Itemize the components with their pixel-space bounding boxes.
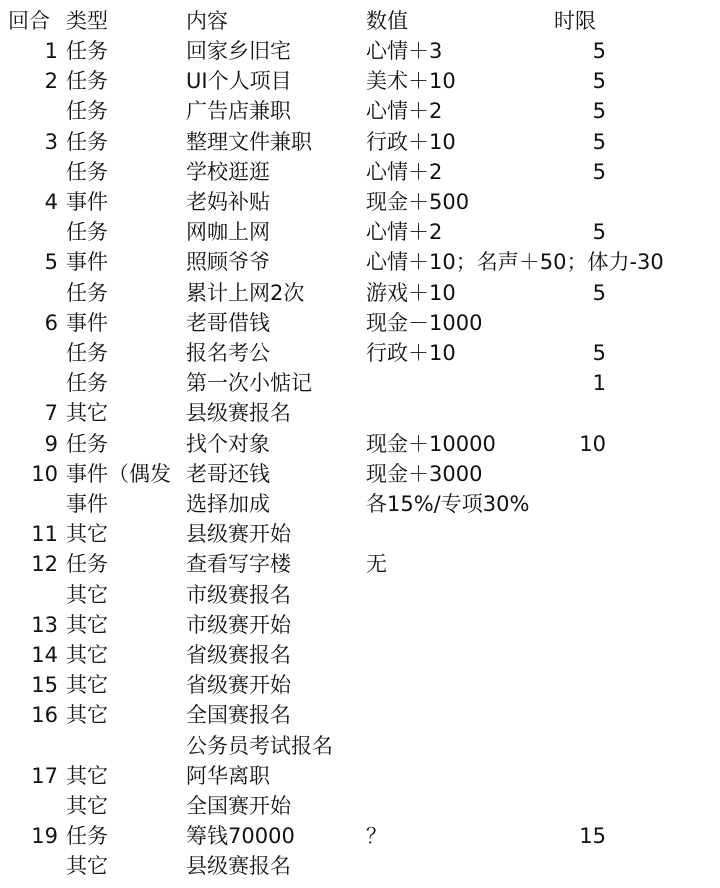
cell-content[interactable]: 报名考公	[186, 341, 270, 365]
cell-content[interactable]: 省级赛开始	[186, 673, 291, 698]
header-limit[interactable]: 时限	[554, 9, 596, 33]
cell-type[interactable]: 其它	[66, 763, 108, 788]
cell-value[interactable]: 现金＋3000	[366, 461, 483, 486]
cell-round[interactable]: 3	[44, 129, 58, 154]
cell-value[interactable]	[366, 670, 718, 700]
cell-round[interactable]	[0, 338, 58, 368]
cell-limit[interactable]	[560, 489, 606, 519]
table-row	[0, 308, 720, 338]
cell-value[interactable]	[366, 519, 718, 549]
cell-limit[interactable]: 1	[592, 371, 606, 396]
cell-limit[interactable]: 5	[592, 99, 606, 124]
table-row	[0, 338, 720, 368]
cell-content[interactable]: UI个人项目	[186, 69, 292, 94]
cell-limit[interactable]	[560, 187, 606, 217]
cell-value[interactable]: 心情＋10；名声＋50；体力-30	[366, 250, 664, 275]
cell-content[interactable]: 市级赛开始	[186, 612, 291, 637]
cell-content[interactable]: 市级赛报名	[186, 582, 291, 607]
cell-limit[interactable]: 5	[592, 39, 606, 63]
cell-round[interactable]	[0, 791, 58, 821]
cell-type[interactable]: 其它	[66, 582, 108, 607]
cell-limit[interactable]: 5	[592, 220, 606, 245]
cell-content[interactable]: 全国赛开始	[186, 794, 291, 818]
cell-round[interactable]: 14	[31, 643, 58, 667]
cell-content[interactable]: 累计上网2次	[186, 280, 305, 305]
cell-content[interactable]: 照顾爷爷	[186, 250, 270, 275]
table-row	[0, 761, 720, 791]
cell-limit[interactable]	[560, 761, 606, 791]
cell-limit[interactable]	[560, 398, 606, 428]
cell-type[interactable]: 其它	[66, 854, 108, 879]
cell-round[interactable]: 6	[44, 310, 58, 335]
table-row	[0, 489, 720, 519]
cell-value[interactable]: 各15%/专项30%	[366, 492, 530, 516]
cell-value[interactable]	[366, 368, 718, 398]
cell-limit[interactable]: 10	[579, 431, 606, 456]
table-row	[0, 247, 720, 277]
cell-limit[interactable]	[560, 519, 606, 549]
cell-round[interactable]: 2	[44, 69, 58, 94]
cell-content[interactable]: 老妈补贴	[186, 190, 270, 214]
table-row	[0, 36, 720, 66]
cell-type[interactable]: 事件	[66, 250, 108, 275]
cell-limit[interactable]	[560, 640, 606, 670]
table-row	[0, 610, 720, 640]
cell-content[interactable]: 查看写字楼	[186, 552, 291, 577]
cell-content[interactable]: 全国赛报名	[186, 703, 291, 728]
cell-limit[interactable]	[560, 308, 606, 338]
table-row	[0, 519, 720, 549]
cell-type[interactable]: 任务	[66, 824, 108, 849]
table-row	[0, 429, 720, 459]
cell-limit[interactable]: 15	[579, 824, 606, 849]
table-row	[0, 398, 720, 428]
cell-value[interactable]: 行政＋10	[366, 129, 456, 154]
cell-limit[interactable]	[560, 731, 606, 761]
cell-round[interactable]	[0, 157, 58, 187]
table-row	[0, 96, 720, 126]
cell-content[interactable]: 网咖上网	[186, 220, 270, 245]
table-row	[0, 851, 720, 881]
cell-type[interactable]: 任务	[66, 39, 108, 63]
table-row	[0, 278, 720, 308]
cell-content[interactable]: 阿华离职	[186, 763, 270, 788]
cell-type[interactable]: 任务	[66, 552, 108, 577]
cell-round[interactable]: 7	[44, 401, 58, 426]
cell-round[interactable]: 15	[31, 673, 58, 698]
header-value[interactable]: 数值	[366, 9, 408, 33]
cell-type[interactable]: 任务	[66, 341, 108, 365]
cell-content[interactable]: 学校逛逛	[186, 159, 270, 184]
cell-limit[interactable]: 5	[592, 129, 606, 154]
cell-round[interactable]	[0, 217, 58, 247]
cell-limit[interactable]	[560, 610, 606, 640]
cell-type[interactable]: 其它	[66, 401, 108, 426]
cell-content[interactable]: 找个对象	[186, 431, 270, 456]
cell-round[interactable]	[0, 489, 58, 519]
table-row	[0, 580, 720, 610]
table-row	[0, 217, 720, 247]
cell-type[interactable]: 任务	[66, 69, 108, 94]
cell-value[interactable]	[366, 791, 718, 821]
cell-value[interactable]: 现金＋500	[366, 190, 470, 214]
table-row	[0, 459, 720, 489]
header-content[interactable]: 内容	[186, 9, 228, 33]
cell-limit[interactable]: 5	[592, 69, 606, 94]
header-row	[0, 6, 720, 36]
cell-content[interactable]: 选择加成	[186, 492, 270, 516]
table-row	[0, 66, 720, 96]
cell-content[interactable]: 老哥还钱	[186, 461, 270, 486]
cell-value[interactable]: 无	[366, 552, 387, 577]
cell-value[interactable]	[366, 761, 718, 791]
cell-round[interactable]	[0, 278, 58, 308]
cell-limit[interactable]: 5	[592, 280, 606, 305]
cell-limit[interactable]	[560, 459, 606, 489]
cell-value[interactable]: 心情＋3	[366, 39, 443, 63]
cell-type[interactable]: 事件（偶发	[66, 461, 171, 486]
cell-type[interactable]: 其它	[66, 612, 108, 637]
cell-value[interactable]: 心情＋2	[366, 220, 443, 245]
cell-content[interactable]: 县级赛报名	[186, 401, 291, 426]
cell-value[interactable]	[366, 580, 718, 610]
cell-type[interactable]: 任务	[66, 371, 108, 396]
cell-round[interactable]	[0, 731, 58, 761]
cell-content[interactable]: 筹钱70000	[186, 824, 295, 849]
cell-round[interactable]: 5	[44, 250, 58, 275]
cell-value[interactable]	[366, 610, 718, 640]
table-row	[0, 187, 720, 217]
cell-type[interactable]: 任务	[66, 431, 108, 456]
cell-content[interactable]: 第一次小惦记	[186, 371, 312, 396]
cell-limit[interactable]	[560, 247, 606, 277]
cell-value[interactable]: 心情＋2	[366, 159, 443, 184]
cell-round[interactable]: 10	[31, 461, 58, 486]
cell-type[interactable]: 其它	[66, 522, 108, 547]
header-round[interactable]: 回合	[8, 9, 50, 33]
table-row	[0, 731, 720, 761]
cell-type[interactable]: 任务	[66, 99, 108, 124]
cell-value[interactable]: 现金－1000	[366, 310, 483, 335]
cell-round[interactable]: 17	[31, 763, 58, 788]
cell-limit[interactable]	[560, 700, 606, 730]
cell-value[interactable]	[366, 731, 718, 761]
cell-round[interactable]: 16	[31, 703, 58, 728]
cell-limit[interactable]	[560, 549, 606, 579]
cell-content[interactable]: 县级赛报名	[186, 854, 291, 879]
cell-content[interactable]: 县级赛开始	[186, 522, 291, 547]
cell-value[interactable]: 现金＋10000	[366, 431, 496, 456]
cell-round[interactable]	[0, 580, 58, 610]
cell-limit[interactable]	[560, 851, 606, 881]
table-row	[0, 700, 720, 730]
cell-type[interactable]: 其它	[66, 703, 108, 728]
cell-type[interactable]: 任务	[66, 220, 108, 245]
cell-content[interactable]: 广告店兼职	[186, 99, 291, 124]
cell-round[interactable]	[0, 368, 58, 398]
cell-type[interactable]: 其它	[66, 794, 108, 818]
cell-type[interactable]: 其它	[66, 643, 108, 667]
cell-limit[interactable]	[560, 580, 606, 610]
cell-round[interactable]: 13	[31, 612, 58, 637]
cell-limit[interactable]	[560, 791, 606, 821]
cell-limit[interactable]: 5	[592, 341, 606, 365]
table-row	[0, 127, 720, 157]
cell-type[interactable]: 任务	[66, 129, 108, 154]
cell-type[interactable]: 事件	[66, 492, 108, 516]
cell-value[interactable]: 心情＋2	[366, 99, 443, 124]
header-type[interactable]: 类型	[66, 9, 108, 33]
cell-content[interactable]: 省级赛报名	[186, 643, 291, 667]
cell-round[interactable]: 12	[31, 552, 58, 577]
table-row	[0, 640, 720, 670]
cell-round[interactable]	[0, 96, 58, 126]
table-row	[0, 791, 720, 821]
cell-round[interactable]: 9	[44, 431, 58, 456]
table-row	[0, 549, 720, 579]
cell-round[interactable]	[0, 851, 58, 881]
cell-type[interactable]: 其它	[66, 673, 108, 698]
cell-content[interactable]: 老哥借钱	[186, 310, 270, 335]
cell-type[interactable]: 事件	[66, 310, 108, 335]
cell-round[interactable]: 4	[44, 190, 58, 214]
cell-round[interactable]: 1	[44, 39, 58, 63]
cell-type[interactable]: 任务	[66, 280, 108, 305]
cell-content[interactable]: 公务员考试报名	[186, 733, 333, 758]
cell-round[interactable]: 19	[31, 824, 58, 849]
cell-limit[interactable]: 5	[592, 159, 606, 184]
cell-value[interactable]: 行政＋10	[366, 341, 456, 365]
cell-value[interactable]: 游戏＋10	[366, 280, 456, 305]
cell-content[interactable]: 整理文件兼职	[186, 129, 312, 154]
cell-value[interactable]: ？	[366, 824, 387, 849]
cell-value[interactable]: 美术＋10	[366, 69, 456, 94]
cell-type[interactable]	[66, 731, 184, 761]
cell-content[interactable]: 回家乡旧宅	[186, 39, 291, 63]
table-row	[0, 821, 720, 851]
cell-type[interactable]: 事件	[66, 190, 108, 214]
cell-value[interactable]	[366, 398, 718, 428]
cell-limit[interactable]	[560, 670, 606, 700]
cell-round[interactable]: 11	[31, 522, 58, 547]
cell-value[interactable]	[366, 700, 718, 730]
table-row	[0, 670, 720, 700]
cell-type[interactable]: 任务	[66, 159, 108, 184]
table-row	[0, 368, 720, 398]
cell-value[interactable]	[366, 640, 718, 670]
cell-value[interactable]	[366, 851, 718, 881]
table-row	[0, 157, 720, 187]
